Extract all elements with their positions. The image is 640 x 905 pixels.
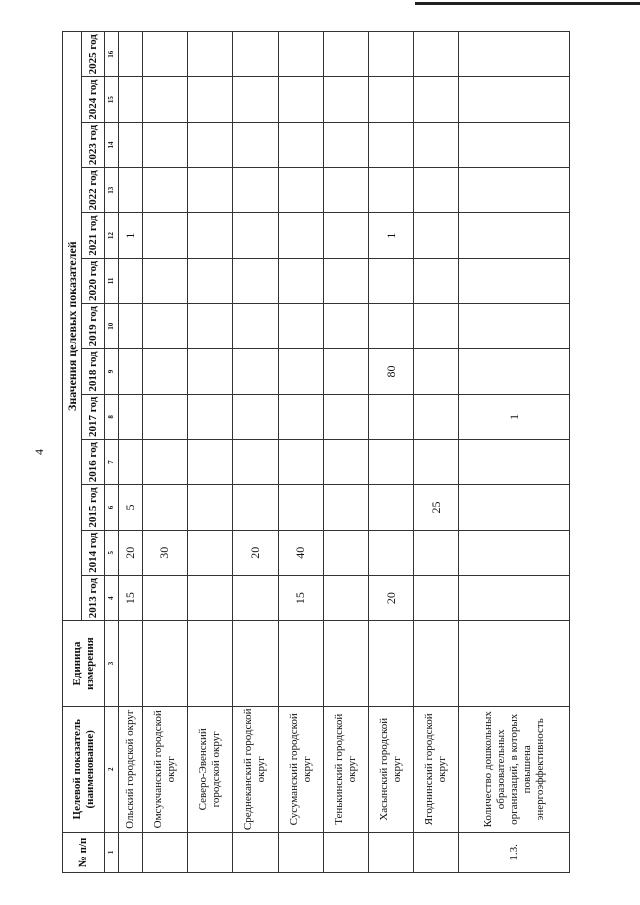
value-cell [323,304,368,349]
value-cell [142,304,187,349]
value-cell [414,530,459,575]
column-number: 15 [105,77,119,122]
value-cell [323,32,368,78]
unit-cell [233,621,278,707]
column-number: 3 [105,621,119,707]
value-cell [119,168,142,213]
header-year: 2021 год [82,213,105,258]
value-cell [233,32,278,78]
value-cell [142,349,187,394]
value-cell [278,168,323,213]
value-cell [233,485,278,530]
value-cell [459,440,570,485]
value-cell: 30 [142,530,187,575]
value-cell [459,258,570,303]
row-number [119,832,142,872]
value-cell [323,530,368,575]
row-number [323,832,368,872]
header-year: 2014 год [82,530,105,575]
value-cell [188,349,233,394]
value-cell [278,213,323,258]
value-cell [142,213,187,258]
value-cell [368,440,413,485]
value-cell [278,77,323,122]
value-cell [459,77,570,122]
value-cell [188,77,233,122]
value-cell [233,213,278,258]
value-cell: 1 [119,213,142,258]
value-cell [233,258,278,303]
row-number [368,832,413,872]
value-cell [323,349,368,394]
value-cell [233,122,278,167]
unit-cell [459,621,570,707]
value-cell [368,32,413,78]
value-cell [278,440,323,485]
value-cell [459,575,570,620]
column-number: 7 [105,440,119,485]
header-indicator: Целевой показатель (наименование) [63,706,105,832]
value-cell [368,530,413,575]
value-cell [188,575,233,620]
value-cell [119,77,142,122]
column-number: 1 [105,832,119,872]
value-cell [119,349,142,394]
indicator-name: Хасынский городской округ [368,706,413,832]
column-number: 6 [105,485,119,530]
header-year: 2023 год [82,122,105,167]
value-cell [188,530,233,575]
row-number [142,832,187,872]
value-cell [142,258,187,303]
header-year: 2019 год [82,304,105,349]
value-cell [368,485,413,530]
column-number: 11 [105,258,119,303]
value-cell [142,394,187,439]
value-cell [368,168,413,213]
value-cell [323,394,368,439]
value-cell [368,394,413,439]
value-cell [233,394,278,439]
table-row [323,32,368,873]
value-cell [119,440,142,485]
value-cell [323,258,368,303]
value-cell [188,485,233,530]
indicator-name: Сусуманский городской округ [278,706,323,832]
value-cell [142,32,187,78]
table-row [188,32,233,873]
indicator-name: Ольский городской округ [119,706,142,832]
value-cell [414,122,459,167]
header-unit: Единица измерения [63,621,105,707]
value-cell [142,575,187,620]
column-number: 14 [105,122,119,167]
value-cell [368,304,413,349]
header-year: 2020 год [82,258,105,303]
value-cell [278,349,323,394]
value-cell [278,122,323,167]
table-row [142,32,187,873]
value-cell [188,258,233,303]
indicator-name: Среднеканский городской округ [233,706,278,832]
top-rule [415,2,640,5]
value-cell [323,168,368,213]
value-cell: 15 [119,575,142,620]
header-year: 2016 год [82,440,105,485]
value-cell [188,168,233,213]
value-cell [459,485,570,530]
value-cell [323,440,368,485]
header-year: 2018 год [82,349,105,394]
header-values-group: Значения целевых показателей [63,32,82,621]
unit-cell [278,621,323,707]
value-cell [142,440,187,485]
header-year: 2025 год [82,32,105,78]
value-cell [119,258,142,303]
table-body [63,32,570,873]
column-number: 10 [105,304,119,349]
value-cell: 1 [368,213,413,258]
value-cell [414,575,459,620]
value-cell [414,394,459,439]
value-cell [233,304,278,349]
row-number [233,832,278,872]
row-number [188,832,233,872]
value-cell: 40 [278,530,323,575]
row-number: 1.3. [459,832,570,872]
value-cell [119,394,142,439]
value-cell [414,304,459,349]
value-cell [323,122,368,167]
value-cell [233,168,278,213]
value-cell [323,575,368,620]
header-year: 2024 год [82,77,105,122]
row-number [278,832,323,872]
value-cell [459,304,570,349]
value-cell: 5 [119,485,142,530]
table-row [119,32,142,873]
value-cell [414,168,459,213]
value-cell [278,304,323,349]
value-cell [368,77,413,122]
value-cell [119,304,142,349]
table-row [278,32,323,873]
value-cell: 20 [368,575,413,620]
value-cell [278,32,323,78]
value-cell [233,440,278,485]
header-year: 2017 год [82,394,105,439]
page-number: 4 [32,449,46,455]
value-cell [233,77,278,122]
value-cell: 20 [233,530,278,575]
value-cell [414,32,459,78]
header-year: 2022 год [82,168,105,213]
value-cell [188,304,233,349]
column-number: 8 [105,394,119,439]
value-cell [368,122,413,167]
value-cell [459,168,570,213]
unit-cell [368,621,413,707]
value-cell [278,394,323,439]
value-cell [323,77,368,122]
value-cell [188,394,233,439]
column-numbers-row [105,32,119,873]
value-cell [459,349,570,394]
value-cell [188,32,233,78]
value-cell [459,530,570,575]
unit-cell [414,621,459,707]
value-cell [142,485,187,530]
unit-cell [323,621,368,707]
value-cell [414,349,459,394]
indicator-name: Тенькинский городской округ [323,706,368,832]
value-cell [188,213,233,258]
value-cell [414,213,459,258]
value-cell: 25 [414,485,459,530]
unit-cell [142,621,187,707]
header-year: 2015 год [82,485,105,530]
header-year: 2013 год [82,575,105,620]
table-row [368,32,413,873]
value-cell [459,122,570,167]
column-number: 4 [105,575,119,620]
value-cell: 1 [459,394,570,439]
header-row-1 [63,32,82,873]
table-row [233,32,278,873]
column-number: 12 [105,213,119,258]
value-cell [188,440,233,485]
value-cell [119,32,142,78]
indicator-name: Северо-Эвенский городской округ [188,706,233,832]
value-cell [278,485,323,530]
indicator-name: Ягоднинский городской округ [414,706,459,832]
column-number: 2 [105,706,119,832]
value-cell: 15 [278,575,323,620]
value-cell [459,32,570,78]
value-cell [278,258,323,303]
column-number: 5 [105,530,119,575]
value-cell [368,258,413,303]
value-cell [233,349,278,394]
value-cell [414,77,459,122]
value-cell [323,485,368,530]
value-cell [323,213,368,258]
column-number: 16 [105,32,119,78]
value-cell [414,440,459,485]
column-number: 13 [105,168,119,213]
value-cell [142,168,187,213]
value-cell [142,122,187,167]
value-cell [142,77,187,122]
header-no: № п/п [63,832,105,872]
row-number [414,832,459,872]
value-cell [188,122,233,167]
unit-cell [188,621,233,707]
rotated-table-container [62,31,570,873]
value-cell [414,258,459,303]
indicators-table [62,31,570,873]
value-cell [119,122,142,167]
table-row [459,32,570,873]
value-cell [233,575,278,620]
column-number: 9 [105,349,119,394]
unit-cell [119,621,142,707]
value-cell [459,213,570,258]
value-cell: 80 [368,349,413,394]
indicator-name: Количество дошкольных образовательных организаций, в которых повышена энергоэффективность [459,706,570,832]
value-cell: 20 [119,530,142,575]
table-row [414,32,459,873]
indicator-name: Омсукчанский городской округ [142,706,187,832]
